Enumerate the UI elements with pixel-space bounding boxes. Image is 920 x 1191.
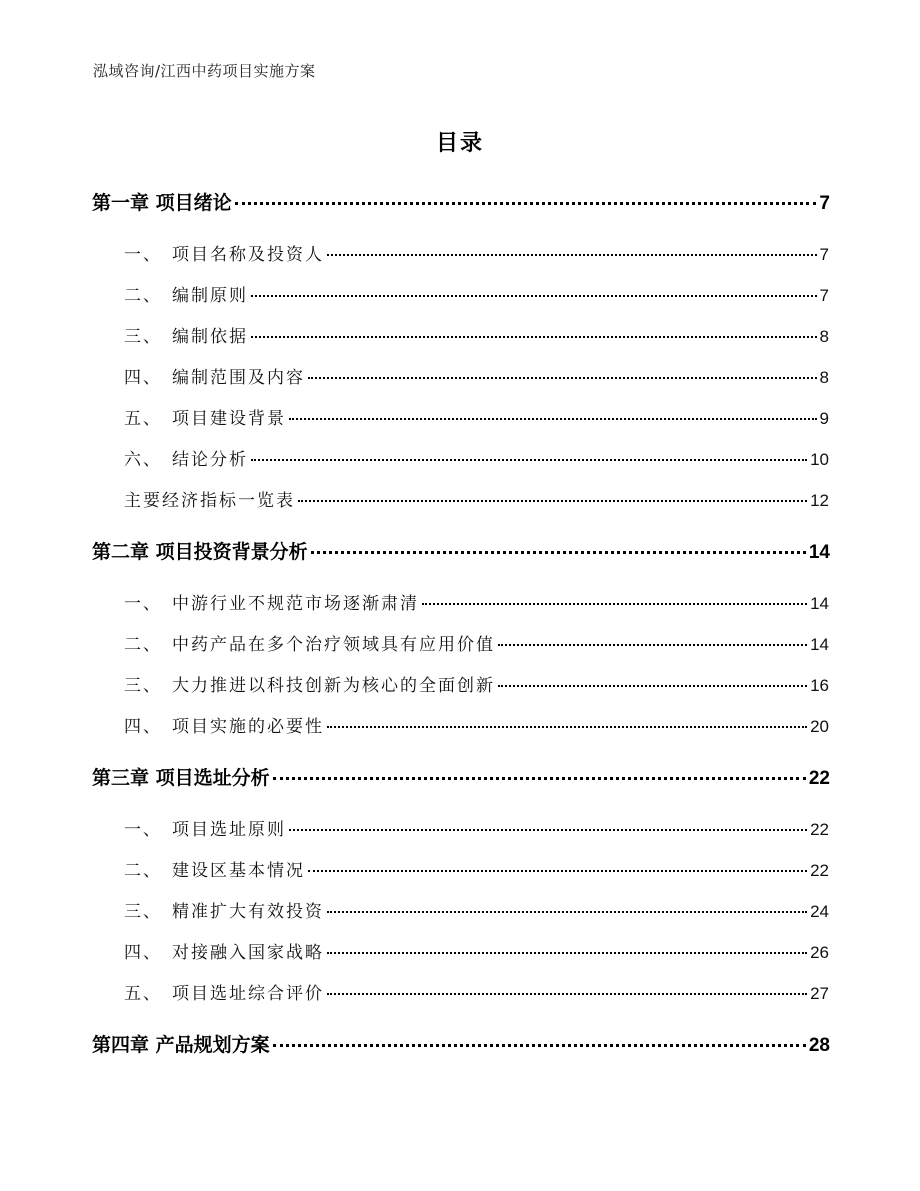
toc-entry-number: 五、: [124, 984, 162, 1004]
toc-entry-text: 结论分析: [172, 450, 248, 470]
toc-section-entry[interactable]: [124, 938, 829, 963]
toc-page-number: 8: [819, 327, 829, 346]
toc-entry-label: [124, 897, 324, 922]
toc-entry-label: [124, 938, 324, 963]
toc-page-number: 7: [819, 193, 830, 214]
toc-entry-text: 精准扩大有效投资: [172, 902, 324, 922]
toc-entry-text: 第三章 项目选址分析: [92, 767, 270, 789]
toc-section-entry[interactable]: [124, 281, 829, 306]
toc-page-number: 26: [810, 943, 829, 962]
toc-chapter-entry[interactable]: [92, 188, 830, 215]
toc-entry-text: 中游行业不规范市场逐渐肃清: [172, 594, 419, 614]
dot-leader: [251, 459, 807, 461]
toc-page-number: 9: [819, 409, 829, 428]
toc-entry-label: [124, 322, 248, 347]
toc-entry-number: 二、: [124, 286, 162, 306]
toc-entry-label: [92, 188, 232, 215]
toc-entry-text: 项目选址综合评价: [172, 984, 324, 1004]
dot-leader: [289, 829, 807, 831]
toc-section-entry[interactable]: [124, 240, 829, 265]
toc-section-entry[interactable]: [124, 856, 829, 881]
dot-leader: [422, 603, 807, 605]
toc-entry-label: [124, 671, 495, 696]
toc-page-number: 28: [808, 1035, 830, 1056]
toc-section-entry[interactable]: [124, 712, 829, 737]
dot-leader: [308, 377, 817, 379]
dot-leader: [327, 254, 817, 256]
dot-leader: [235, 202, 817, 205]
toc-entry-label: [124, 856, 305, 881]
toc-entry-label: [124, 281, 248, 306]
toc-entry-label: [124, 589, 419, 614]
toc-page-number: 22: [808, 768, 830, 789]
toc-entry-text: 编制范围及内容: [172, 368, 305, 388]
toc-entry-text: 项目实施的必要性: [172, 717, 324, 737]
toc-entry-label: [124, 363, 305, 388]
toc-section-entry[interactable]: [124, 589, 829, 614]
toc-entry-label: [124, 630, 495, 655]
toc-entry-text: 项目名称及投资人: [172, 245, 324, 265]
dot-leader: [251, 295, 817, 297]
toc-page-number: 24: [810, 902, 829, 921]
toc-entry-number: 二、: [124, 635, 162, 655]
toc-entry-label: [124, 712, 324, 737]
toc-page-number: 14: [808, 542, 830, 563]
dot-leader: [251, 336, 817, 338]
toc-chapter-entry[interactable]: [92, 1030, 830, 1057]
toc-page-number: 22: [810, 861, 829, 880]
toc-section-entry[interactable]: [124, 404, 829, 429]
toc-page-number: 7: [819, 245, 829, 264]
toc-entry-label: [124, 445, 248, 470]
toc-entry-text: 第四章 产品规划方案: [92, 1034, 270, 1056]
toc-section-entry[interactable]: [124, 815, 829, 840]
dot-leader: [498, 685, 807, 687]
toc-entry-text: 第一章 项目绪论: [92, 192, 232, 214]
toc-entry-text: 大力推进以科技创新为核心的全面创新: [172, 676, 495, 696]
toc-entry-number: 一、: [124, 820, 162, 840]
toc-section-entry[interactable]: [124, 322, 829, 347]
toc-entry-number: 一、: [124, 594, 162, 614]
dot-leader: [289, 418, 817, 420]
toc-page-number: 16: [810, 676, 829, 695]
dot-leader: [311, 551, 806, 554]
dot-leader: [327, 993, 807, 995]
dot-leader: [327, 911, 807, 913]
toc-entry-label: [92, 1030, 270, 1057]
toc-entry-text: 主要经济指标一览表: [124, 491, 295, 511]
toc-entry-number: 四、: [124, 943, 162, 963]
toc-chapter-entry[interactable]: [92, 763, 830, 790]
toc-entry-number: 四、: [124, 717, 162, 737]
toc-entry-text: 编制原则: [172, 286, 248, 306]
toc-page-number: 20: [810, 717, 829, 736]
toc-section-entry[interactable]: [124, 445, 829, 470]
toc-entry-number: 四、: [124, 368, 162, 388]
toc-section-entry[interactable]: [124, 671, 829, 696]
toc-entry-label: [124, 486, 295, 511]
toc-entry-text: 建设区基本情况: [172, 861, 305, 881]
toc-entry-number: 六、: [124, 450, 162, 470]
toc-entry-number: 二、: [124, 861, 162, 881]
toc-entry-text: 项目建设背景: [172, 409, 286, 429]
toc-page-number: 10: [810, 450, 829, 469]
toc-title: 目录: [435, 131, 484, 156]
dot-leader: [498, 644, 807, 646]
toc-entry-text: 编制依据: [172, 327, 248, 347]
toc-entry-text: 项目选址原则: [172, 820, 286, 840]
toc-section-entry[interactable]: [124, 630, 829, 655]
page-header: 泓域咨询/江西中药项目实施方案: [93, 62, 316, 80]
toc-page-number: 12: [810, 491, 829, 510]
toc-page-number: 14: [810, 635, 829, 654]
toc-entry-number: 三、: [124, 327, 162, 347]
toc-entry-number: 三、: [124, 902, 162, 922]
toc-entry-label: [124, 404, 286, 429]
toc-entry-label: [124, 815, 286, 840]
toc-page-number: 27: [810, 984, 829, 1003]
toc-page-number: 14: [810, 594, 829, 613]
dot-leader: [327, 952, 807, 954]
toc-entry-text: 第二章 项目投资背景分析: [92, 541, 308, 563]
toc-entry-number: 三、: [124, 676, 162, 696]
dot-leader: [273, 777, 806, 780]
toc-entry-text: 中药产品在多个治疗领域具有应用价值: [172, 635, 495, 655]
toc-section-entry[interactable]: [124, 486, 829, 511]
toc-entry-label: [92, 763, 270, 790]
toc-page-number: 7: [819, 286, 829, 305]
toc-entry-number: 五、: [124, 409, 162, 429]
toc-entry-text: 对接融入国家战略: [172, 943, 324, 963]
toc-page-number: 8: [819, 368, 829, 387]
dot-leader: [327, 726, 807, 728]
toc-page-number: 22: [810, 820, 829, 839]
dot-leader: [298, 500, 807, 502]
toc-section-entry[interactable]: [124, 363, 829, 388]
toc-entry-label: [124, 979, 324, 1004]
toc-entry-label: [124, 240, 324, 265]
toc-section-entry[interactable]: [124, 897, 829, 922]
dot-leader: [308, 870, 807, 872]
toc-section-entry[interactable]: [124, 979, 829, 1004]
toc-chapter-entry[interactable]: [92, 537, 830, 564]
toc-entry-label: [92, 537, 308, 564]
dot-leader: [273, 1044, 806, 1047]
toc-entry-number: 一、: [124, 245, 162, 265]
